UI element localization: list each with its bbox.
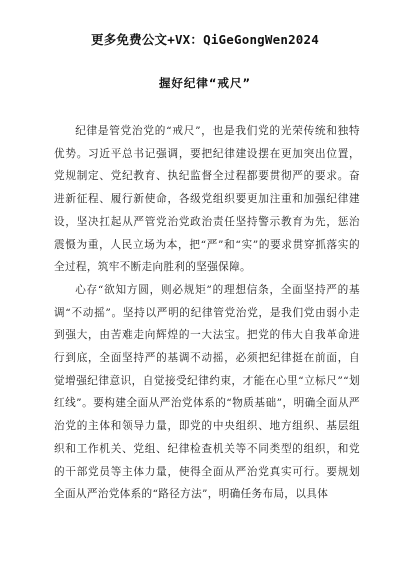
document-body [54, 120, 360, 506]
paragraph-2: 心存“欲知方圆，则必规矩”的理想信条，全面坚持严的基调“不动摇”。坚持以严明的纪律管党治党，是我们党由弱小走到强大，由苦难走向辉煌的一大法宝。把党的伟大自我革命进行到底，全面坚持严的基调不动摇，必须把纪律挺在前面，自觉增强纪律意识，自觉接受纪律约束，才能在心里“立标尺”“划红线”。要构建全面从严治党体系的“物质基础”，明确全面从严治党的主体和领导力量，即党的中央组织、地方组织、基层组织和工作机关、党组、纪律检查机关等不同类型的组织，和党的干部党员等主体力量，使得全面从严治党真实可行。要规划全面从严治党体系的“路径方法”，明确任务布局，以具体 [54, 283, 360, 501]
paragraph-1: 纪律是管党治党的“戒尺”，也是我们党的光荣传统和独特优势。习近平总书记强调，要把纪律建设摆在更加突出位置，党规制定、党纪教育、执纪监督全过程都要贯彻严的要求。奋进新征程、履行新使命，各级党组织要更加注重和加强纪律建设，坚决扛起从严管党治党政治责任坚持警示教育为先，惩治震慑为重，人民立场为本，把“严”和“实”的要求贯穿抓落实的全过程，筑牢不断走向胜利的坚强保障。 [54, 125, 360, 274]
promo-banner: 更多免费公文+VX：QiGeGongWen2024 [91, 32, 319, 47]
document-title: 握好纪律“戒尺” [158, 76, 252, 90]
